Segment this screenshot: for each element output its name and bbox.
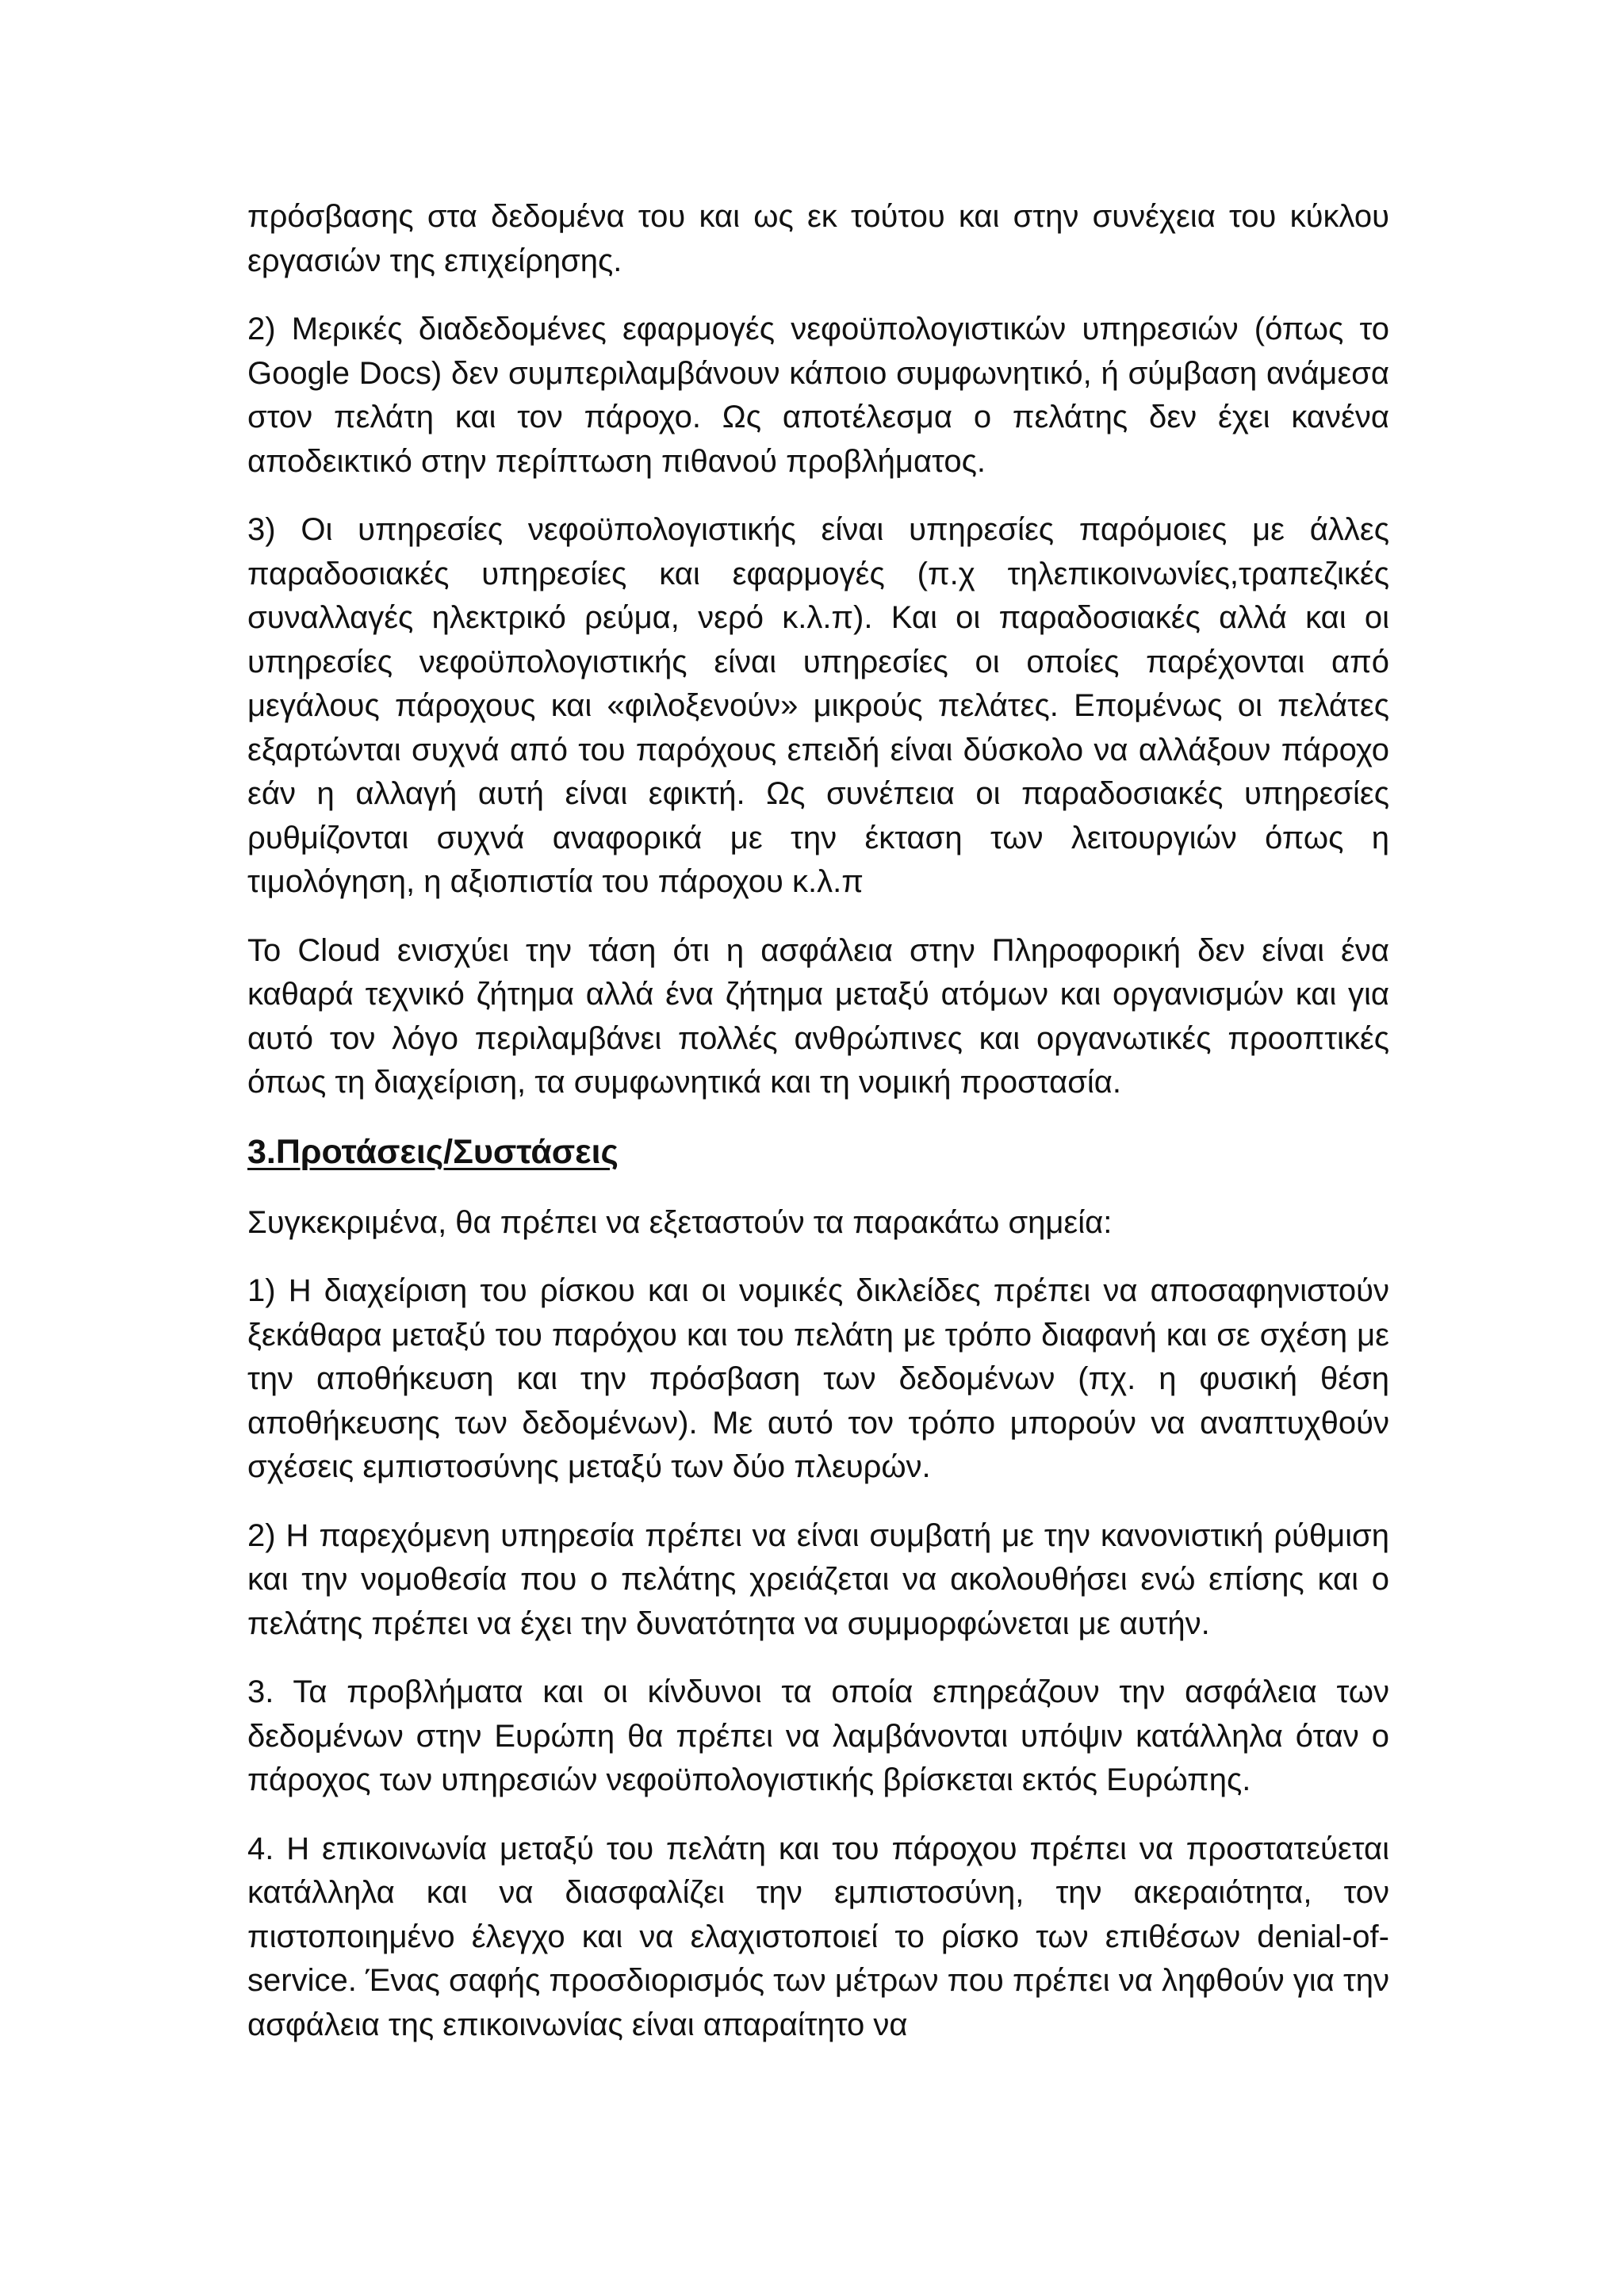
- paragraph-data-access-continuation: πρόσβασης στα δεδομένα του και ως εκ τούτου και στην συνέχεια του κύκλου εργασιών της επιχείρησης.: [247, 199, 1389, 278]
- paragraph-recommendation-4: 4. Η επικοινωνία μεταξύ του πελάτη και του πάροχου πρέπει να προστατεύεται κατάλληλα και να διασφαλίζει την εμπιστοσύνη, την ακεραιότητα, τον πιστοποιημένο έλεγχο και να ελαχιστοποιεί το ρίσκο των επιθέσων denial-of-service. Ένας σαφής προσδιορισμός των μέτρων που πρέπει να ληφθούν για την ασφάλεια της επικοινωνίας είναι απαραίτητο να: [247, 1831, 1389, 2042]
- paragraph-point-3-traditional-services: 3) Οι υπηρεσίες νεφοϋπολογιστικής είναι υπηρεσίες παρόμοιες με άλλες παραδοσιακές υπηρεσίες και εφαρμογές (π.χ τηλεπικοινωνίες,τραπεζικές συναλλαγές ηλεκτρικό ρεύμα, νερό κ.λ.π). Και οι παραδοσιακές αλλά και οι υπηρεσίες νεφοϋπολογιστικής είναι υπηρεσίες οι οποίες παρέχονται από μεγάλους πάροχους και «φιλοξενούν» μικρούς πελάτες. Επομένως οι πελάτες εξαρτώνται συχνά από του παρόχους επειδή είναι δύσκολο να αλλάξουν πάροχο εάν η αλλαγή αυτή είναι εφικτή. Ως συνέπεια οι παραδοσιακές υπηρεσίες ρυθμίζονται συχνά αναφορικά με την έκταση των λειτουργιών όπως η τιμολόγηση, η αξιοπιστία του πάροχου κ.λ.π: [247, 512, 1389, 899]
- document-page: [247, 195, 1389, 2072]
- paragraph-recommendation-3: 3. Τα προβλήματα και οι κίνδυνοι τα οποία επηρεάζουν την ασφάλεια των δεδομένων στην Ευρώπη θα πρέπει να λαμβάνονται υπόψιν κατάλληλα όταν ο πάροχος των υπηρεσιών νεφοϋπολογιστικής βρίσκεται εκτός Ευρώπης.: [247, 1674, 1389, 1797]
- section-heading-recommendations: 3.Προτάσεις/Συστάσεις: [247, 1132, 619, 1171]
- paragraph-recommendation-2: 2) Η παρεχόμενη υπηρεσία πρέπει να είναι συμβατή με την κανονιστική ρύθμιση και την νομοθεσία που ο πελάτης χρειάζεται να ακολουθήσει ενώ επίσης και ο πελάτης πρέπει να έχει την δυνατότητα να συμμορφώνεται με αυτήν.: [247, 1517, 1389, 1641]
- paragraph-recommendations-intro: Συγκεκριμένα, θα πρέπει να εξεταστούν τα παρακάτω σημεία:: [247, 1204, 1113, 1240]
- paragraph-point-2-google-docs: 2) Μερικές διαδεδομένες εφαρμογές νεφοϋπολογιστικών υπηρεσιών (όπως το Google Docs) δεν συμπεριλαμβάνουν κάποιο συμφωνητικό, ή σύμβαση ανάμεσα στον πελάτη και τον πάροχο. Ως αποτέλεσμα ο πελάτης δεν έχει κανένα αποδεικτικό στην περίπτωση πιθανού προβλήματος.: [247, 312, 1389, 479]
- paragraph-recommendation-1: 1) Η διαχείριση του ρίσκου και οι νομικές δικλείδες πρέπει να αποσαφηνιστούν ξεκάθαρα μεταξύ του παρόχου και του πελάτη με τρόπο διαφανή και σε σχέση με την αποθήκευση και την πρόσβαση των δεδομένων (πχ. η φυσική θέση αποθήκευσης των δεδομένων). Με αυτό τον τρόπο μπορούν να αναπτυχθούν σχέσεις εμπιστοσύνης μεταξύ των δύο πλευρών.: [247, 1273, 1389, 1484]
- paragraph-cloud-security-trend: Το Cloud ενισχύει την τάση ότι η ασφάλεια στην Πληροφορική δεν είναι ένα καθαρά τεχνικό ζήτημα αλλά ένα ζήτημα μεταξύ ατόμων και οργανισμών και για αυτό τον λόγο περιλαμβάνει πολλές ανθρώπινες και οργανωτικές προοπτικές όπως τη διαχείριση, τα συμφωνητικά και τη νομική προστασία.: [247, 932, 1389, 1100]
